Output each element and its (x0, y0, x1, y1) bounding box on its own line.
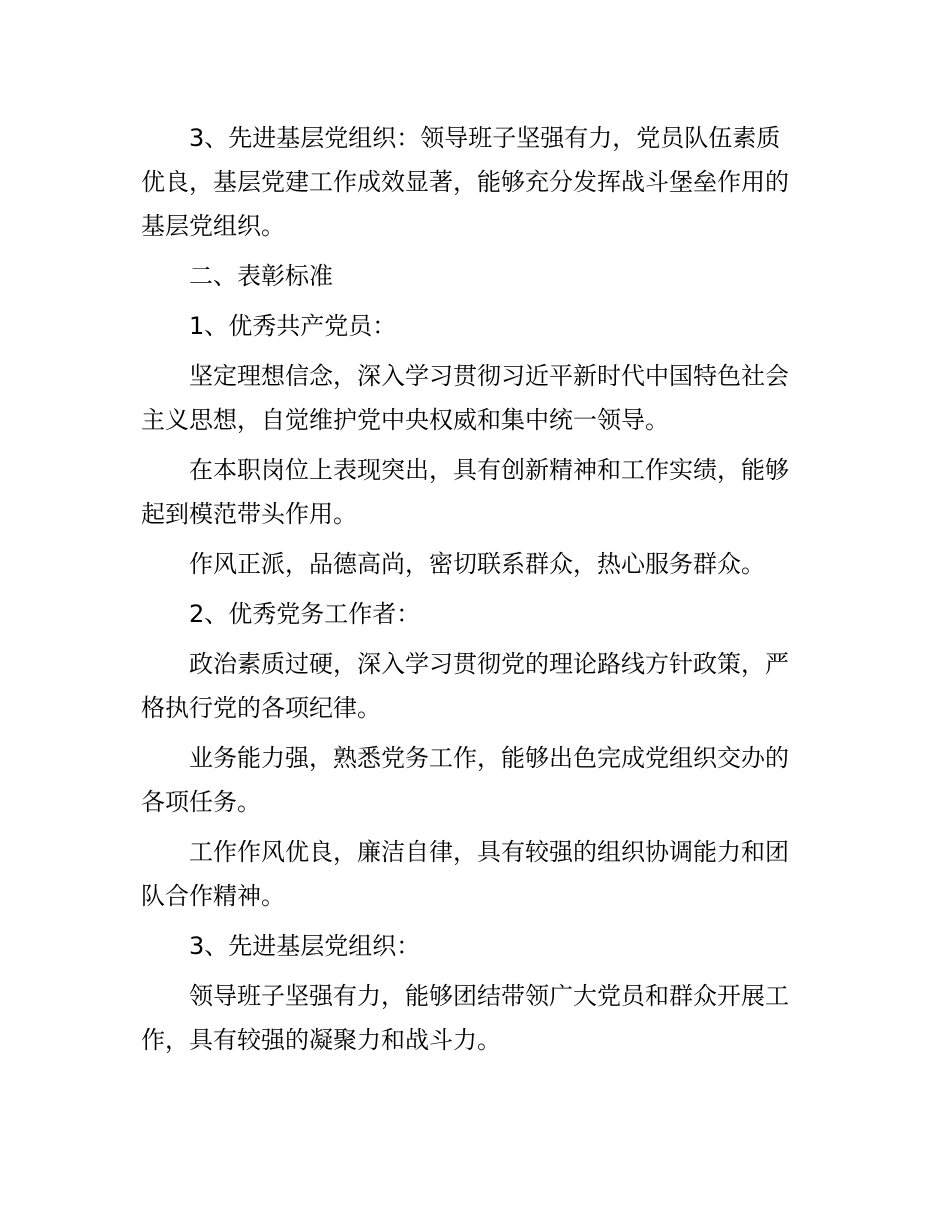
document-body (141, 116, 816, 1068)
section-heading-award-criteria (141, 254, 816, 298)
subheading-advanced-org (141, 924, 816, 968)
text-line: 优良，基层党建工作成效显著，能够充分发挥战斗堡垒作用的 (141, 168, 789, 196)
text-line: 政治素质过硬，深入学习贯彻党的理论路线方针政策，严 (189, 650, 789, 678)
paragraph-ideals (141, 354, 816, 442)
paragraph-political-quality (141, 642, 816, 730)
paragraph-work-style (141, 830, 816, 918)
subheading-text: 3、先进基层党组织： (189, 932, 421, 960)
text-line: 坚定理想信念，深入学习贯彻习近平新时代中国特色社会 (189, 362, 789, 390)
text-line: 格执行党的各项纪律。 (141, 694, 381, 722)
paragraph-professional-ability (141, 736, 816, 824)
subheading-party-worker (141, 592, 816, 636)
subheading-text: 1、优秀共产党员： (189, 312, 397, 340)
text-line: 领导班子坚强有力，能够团结带领广大党员和群众开展工 (189, 982, 789, 1010)
subheading-text: 2、优秀党务工作者： (189, 600, 421, 628)
text-line: 3、先进基层党组织：领导班子坚强有力，党员队伍素质 (189, 124, 781, 152)
text-line: 作风正派，品德高尚，密切联系群众，热心服务群众。 (189, 550, 765, 578)
text-line: 业务能力强，熟悉党务工作，能够出色完成党组织交办的 (189, 744, 789, 772)
text-line: 各项任务。 (141, 788, 261, 816)
text-line: 主义思想，自觉维护党中央权威和集中统一领导。 (141, 406, 669, 434)
subheading-excellent-member (141, 304, 816, 348)
text-line: 起到模范带头作用。 (141, 500, 357, 528)
paragraph-conduct (141, 542, 816, 586)
paragraph-leadership (141, 974, 816, 1062)
paragraph-job-performance (141, 448, 816, 536)
text-line: 队合作精神。 (141, 882, 285, 910)
text-line: 基层党组织。 (141, 212, 285, 240)
heading-text: 二、表彰标准 (189, 262, 333, 290)
text-line: 作，具有较强的凝聚力和战斗力。 (141, 1026, 501, 1054)
paragraph-advanced-org-definition (141, 116, 816, 248)
text-line: 工作作风优良，廉洁自律，具有较强的组织协调能力和团 (189, 838, 789, 866)
text-line: 在本职岗位上表现突出，具有创新精神和工作实绩，能够 (189, 456, 789, 484)
